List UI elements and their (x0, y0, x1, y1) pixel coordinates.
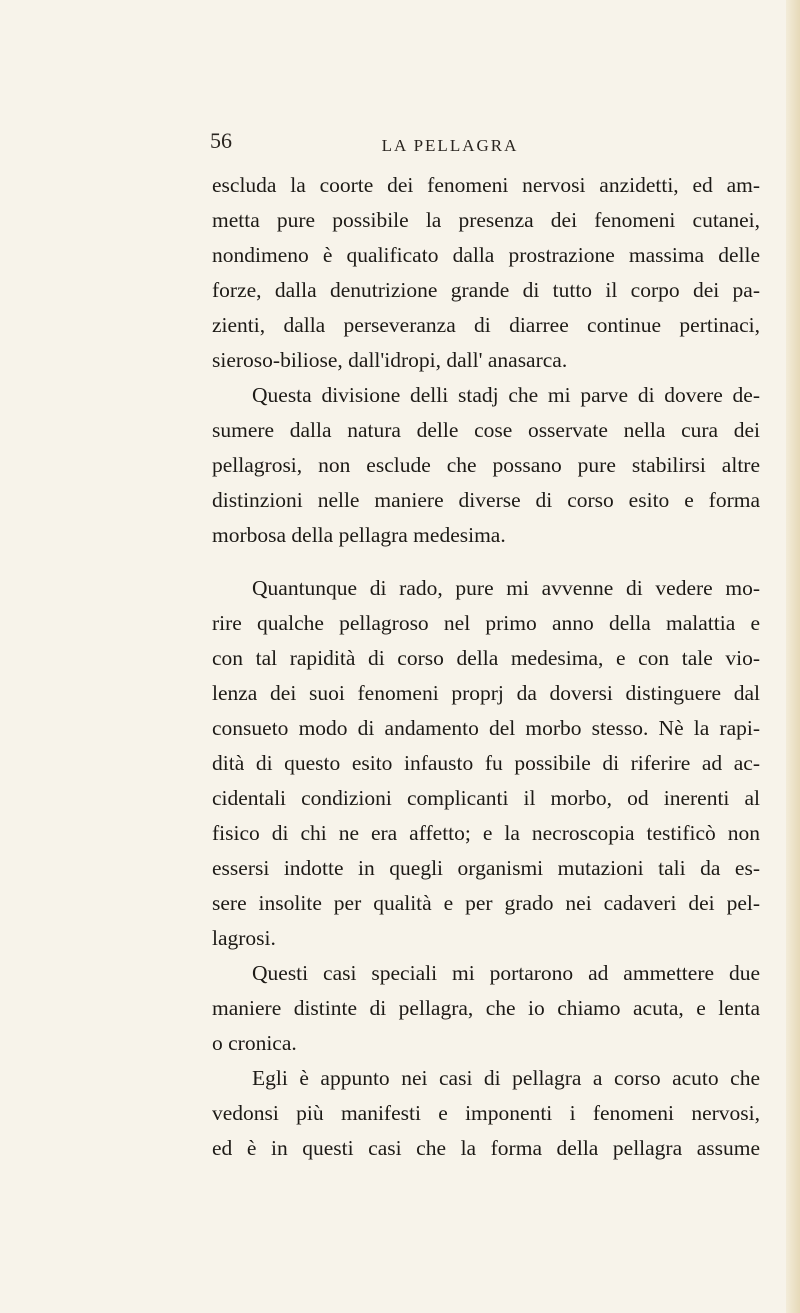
text-line: sere insolite per qualità e per grado nei cadaveri dei pel- (212, 891, 760, 915)
text-line: distinzioni nelle maniere diverse di corso esito e forma (212, 488, 760, 512)
text-line: consueto modo di andamento del morbo stesso. Nè la rapi- (212, 716, 760, 740)
text-line: vedonsi più manifesti e imponenti i fenomeni nervosi, (212, 1101, 760, 1125)
text-line: Egli è appunto nei casi di pellagra a corso acuto che (252, 1066, 760, 1090)
text-line: essersi indotte in quegli organismi mutazioni tali da es- (212, 856, 760, 880)
text-line: fisico di chi ne era affetto; e la necroscopia testificò non (212, 821, 760, 845)
text-line: nondimeno è qualificato dalla prostrazione massima delle (212, 243, 760, 267)
text-line: cidentali condizioni complicanti il morbo, od inerenti al (212, 786, 760, 810)
text-line: rire qualche pellagroso nel primo anno della malattia e (212, 611, 760, 635)
running-title: LA PELLAGRA (381, 136, 519, 155)
text-line: morbosa della pellagra medesima. (212, 523, 506, 547)
text-line: lagrosi. (212, 926, 276, 950)
text-line: forze, dalla denutrizione grande di tutto il corpo dei pa- (212, 278, 760, 302)
text-line: ed è in questi casi che la forma della pellagra assume (212, 1136, 760, 1160)
text-line: sieroso-biliose, dall'idropi, dall' anasarca. (212, 348, 568, 372)
text-line: lenza dei suoi fenomeni proprj da doversi distinguere dal (212, 681, 760, 705)
page-edge-shadow (786, 0, 800, 1313)
text-line: con tal rapidità di corso della medesima, e con tale vio- (212, 646, 760, 670)
page-header (210, 128, 770, 158)
page-number: 56 (210, 128, 232, 153)
text-line: Quantunque di rado, pure mi avvenne di vedere mo- (252, 576, 760, 600)
body-text (212, 168, 760, 1166)
text-line: pellagrosi, non esclude che possano pure stabilirsi altre (212, 453, 760, 477)
paragraph-gap (212, 553, 760, 571)
text-line: Questa divisione delli stadj che mi parve di dovere de- (252, 383, 760, 407)
text-line: o cronica. (212, 1031, 297, 1055)
text-line: sumere dalla natura delle cose osservate nella cura dei (212, 418, 760, 442)
text-line: maniere distinte di pellagra, che io chiamo acuta, e lenta (212, 996, 760, 1020)
text-line: Questi casi speciali mi portarono ad ammettere due (252, 961, 760, 985)
text-line: zienti, dalla perseveranza di diarree continue pertinaci, (212, 313, 760, 337)
text-line: metta pure possibile la presenza dei fenomeni cutanei, (212, 208, 760, 232)
text-line: escluda la coorte dei fenomeni nervosi anzidetti, ed am- (212, 173, 760, 197)
text-line: dità di questo esito infausto fu possibile di riferire ad ac- (212, 751, 760, 775)
